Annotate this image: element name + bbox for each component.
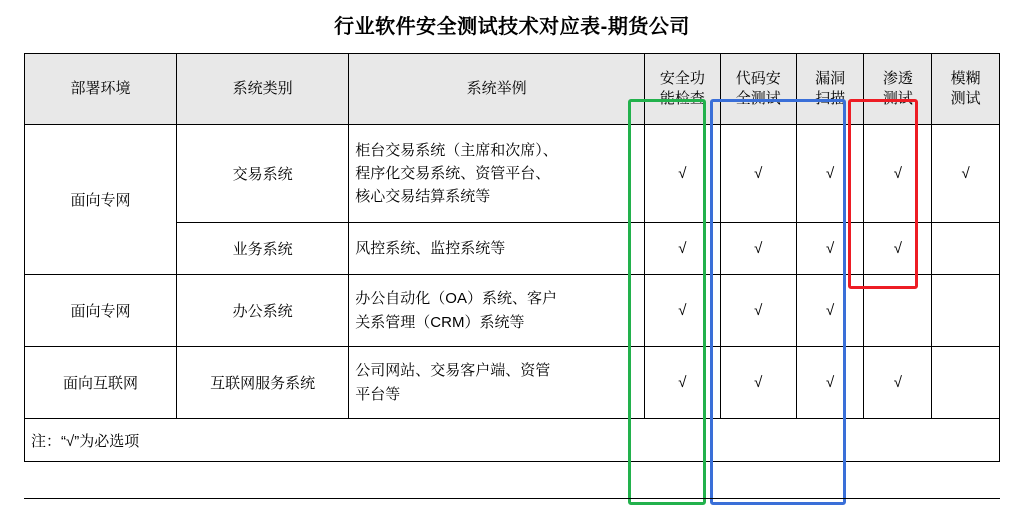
header-vulnerability-scan-line2: 扫描 [815,90,846,107]
cell-mark-code-security-test: √ [720,125,796,223]
header-system-category-label: 系统类别 [232,79,293,97]
bottom-divider [24,498,1000,499]
cell-mark-penetration-test: √ [864,125,932,223]
table-body [25,125,1000,462]
cell-mark-fuzz-test [932,223,1000,275]
header-deployment-environment-label: 部署环境 [70,79,131,97]
page-title: 行业软件安全测试技术对应表-期货公司 [334,16,690,38]
header-fuzz-test-line2: 测试 [950,90,981,107]
cell-mark-code-security-test: √ [720,347,796,419]
compliance-table [24,53,1000,462]
cell-category: 办公系统 [176,275,348,347]
table-note-row [25,419,1000,462]
cell-examples-line: 核心交易结算系统等 [355,188,491,206]
cell-environment: 面向专网 [25,125,177,275]
header-security-function-check-line2: 能检查 [659,90,705,107]
cell-examples-line: 公司网站、交易客户端、资管 [355,362,551,380]
cell-environment: 面向专网 [25,275,177,347]
table-row [25,347,1000,419]
header-vulnerability-scan [796,54,864,125]
table-row [25,275,1000,347]
cell-mark-fuzz-test [932,275,1000,347]
header-code-security-test-line1: 代码安 [735,69,781,87]
cell-mark-vulnerability-scan: √ [796,347,864,419]
cell-examples-line: 平台等 [355,385,401,403]
cell-examples-line: 风控系统、监控系统等 [355,239,506,257]
header-fuzz-test-line1: 模糊 [950,69,981,87]
cell-mark-vulnerability-scan: √ [796,275,864,347]
cell-examples [349,223,645,275]
cell-mark-penetration-test: √ [864,347,932,419]
header-code-security-test-line2: 全测试 [735,90,781,107]
cell-examples [349,275,645,347]
table-header-row [25,54,1000,125]
cell-examples [349,125,645,223]
cell-mark-penetration-test: √ [864,223,932,275]
header-code-security-test [720,54,796,125]
table-note: 注：“√”为必选项 [25,419,1000,462]
header-penetration-test-line1: 渗透 [882,69,913,87]
cell-mark-fuzz-test [932,347,1000,419]
cell-category: 互联网服务系统 [176,347,348,419]
header-penetration-test [864,54,932,125]
header-fuzz-test [932,54,1000,125]
cell-examples-line: 办公自动化（OA）系统、客户 [355,290,557,308]
table-row [25,125,1000,223]
cell-mark-vulnerability-scan: √ [796,223,864,275]
cell-examples-line: 柜台交易系统（主席和次席）、 [355,141,558,159]
cell-mark-fuzz-test: √ [932,125,1000,223]
table-container [24,53,1000,462]
cell-mark-security-function-check: √ [644,223,720,275]
table-header [25,54,1000,125]
cell-environment: 面向互联网 [25,347,177,419]
cell-category: 业务系统 [176,223,348,275]
cell-examples [349,347,645,419]
cell-category: 交易系统 [176,125,348,223]
header-deployment-environment [25,54,177,125]
header-security-function-check [644,54,720,125]
cell-mark-security-function-check: √ [644,347,720,419]
cell-mark-vulnerability-scan: √ [796,125,864,223]
cell-mark-code-security-test: √ [720,223,796,275]
header-vulnerability-scan-line1: 漏洞 [815,69,846,87]
header-system-category [176,54,348,125]
cell-mark-penetration-test [864,275,932,347]
header-system-examples-label: 系统举例 [466,79,527,97]
header-security-function-check-line1: 安全功 [659,69,705,87]
cell-mark-code-security-test: √ [720,275,796,347]
cell-mark-security-function-check: √ [644,125,720,223]
header-penetration-test-line2: 测试 [882,90,913,107]
header-system-examples [349,54,645,125]
cell-examples-line: 程序化交易系统、资管平台、 [355,164,551,182]
cell-examples-line: 关系管理（CRM）系统等 [355,313,525,331]
cell-mark-security-function-check: √ [644,275,720,347]
